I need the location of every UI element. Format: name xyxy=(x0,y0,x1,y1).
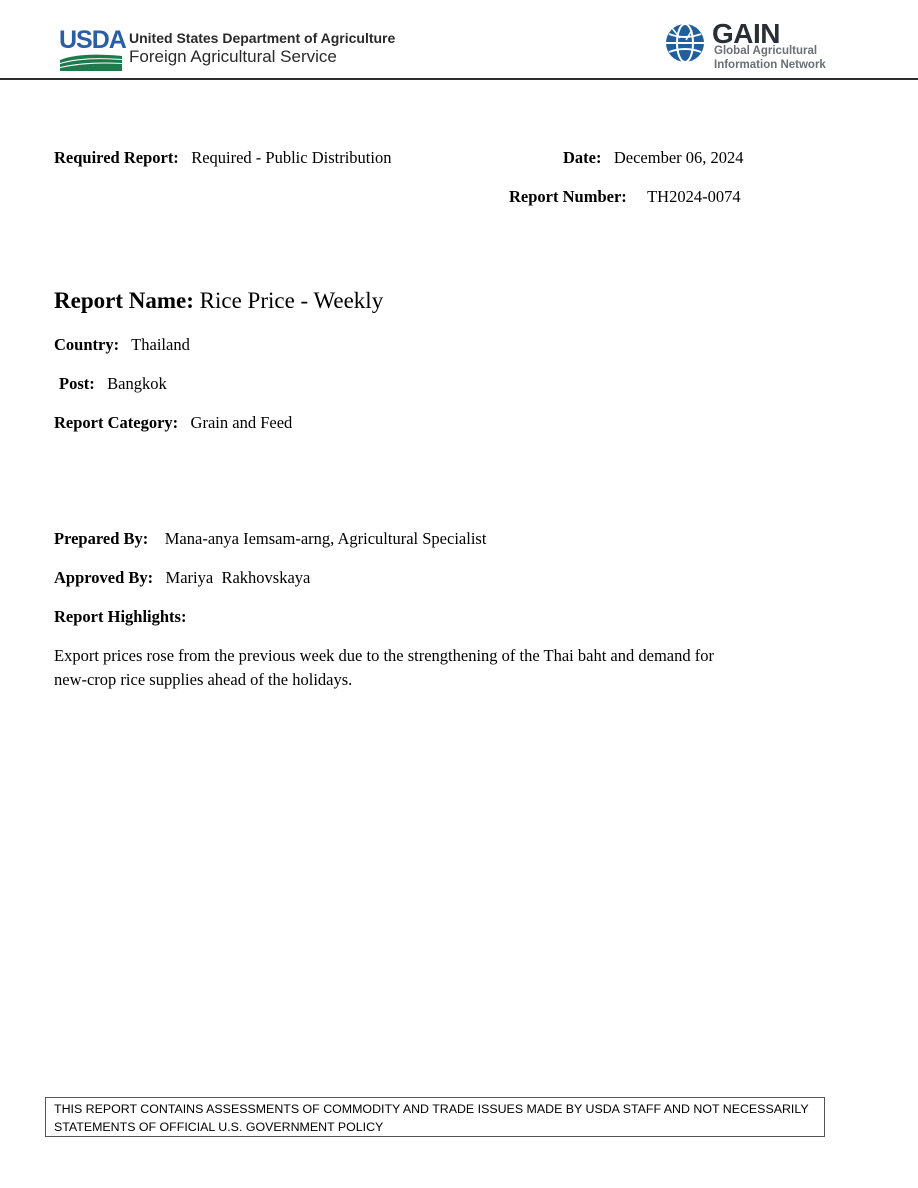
usda-logo-text: USDA xyxy=(59,26,126,54)
report-number-row xyxy=(509,187,741,207)
agency-service-name: Foreign Agricultural Service xyxy=(129,47,337,66)
approved-by-value: Mariya Rakhovskaya xyxy=(165,568,311,587)
report-number-value: TH2024-0074 xyxy=(647,187,741,206)
date-label: Date: xyxy=(563,148,602,167)
prepared-by-label: Prepared By: xyxy=(54,529,149,548)
disclaimer-line1: THIS REPORT CONTAINS ASSESSMENTS OF COMMODITY AND TRADE ISSUES MADE BY USDA STAFF AND NOT NECESSARILY xyxy=(54,1102,809,1116)
report-category-row xyxy=(54,413,292,433)
required-report-row xyxy=(54,148,391,168)
disclaimer-line2: STATEMENTS OF OFFICIAL U.S. GOVERNMENT POLICY xyxy=(54,1120,384,1134)
report-category-label: Report Category: xyxy=(54,413,179,432)
report-highlights-line2: new-crop rice supplies ahead of the holidays. xyxy=(54,670,353,689)
required-report-value: Required - Public Distribution xyxy=(191,148,392,167)
report-highlights-label: Report Highlights: xyxy=(54,607,187,626)
prepared-by-value: Mana-anya Iemsam-arng, Agricultural Specialist xyxy=(164,529,487,548)
gain-subtitle-line1: Global Agricultural xyxy=(714,45,818,57)
gain-subtitle-line2: Information Network xyxy=(714,59,826,71)
post-row xyxy=(59,374,167,394)
country-value: Thailand xyxy=(131,335,190,354)
report-highlights-line1: Export prices rose from the previous week due to the strengthening of the Thai baht and demand for xyxy=(54,646,714,665)
country-label: Country: xyxy=(54,335,120,354)
disclaimer-box xyxy=(45,1097,825,1137)
usda-logo-hills-icon xyxy=(60,50,122,72)
gain-logo-text: GAIN xyxy=(712,18,780,49)
header-divider xyxy=(0,78,918,80)
approved-by-row xyxy=(54,568,310,588)
approved-by-label: Approved By: xyxy=(54,568,154,587)
agency-name: United States Department of Agriculture xyxy=(129,30,396,46)
report-name-row xyxy=(54,288,383,314)
date-row xyxy=(563,148,744,168)
report-name-value: Rice Price - Weekly xyxy=(199,288,384,313)
post-label: Post: xyxy=(59,374,95,393)
post-value: Bangkok xyxy=(107,374,167,393)
report-name-label: Report Name: xyxy=(54,288,194,313)
globe-icon xyxy=(664,22,706,64)
prepared-by-row xyxy=(54,529,486,549)
report-number-label: Report Number: xyxy=(509,187,627,206)
report-category-value: Grain and Feed xyxy=(190,413,293,432)
required-report-label: Required Report: xyxy=(54,148,179,167)
country-row xyxy=(54,335,190,355)
date-value: December 06, 2024 xyxy=(613,148,744,167)
